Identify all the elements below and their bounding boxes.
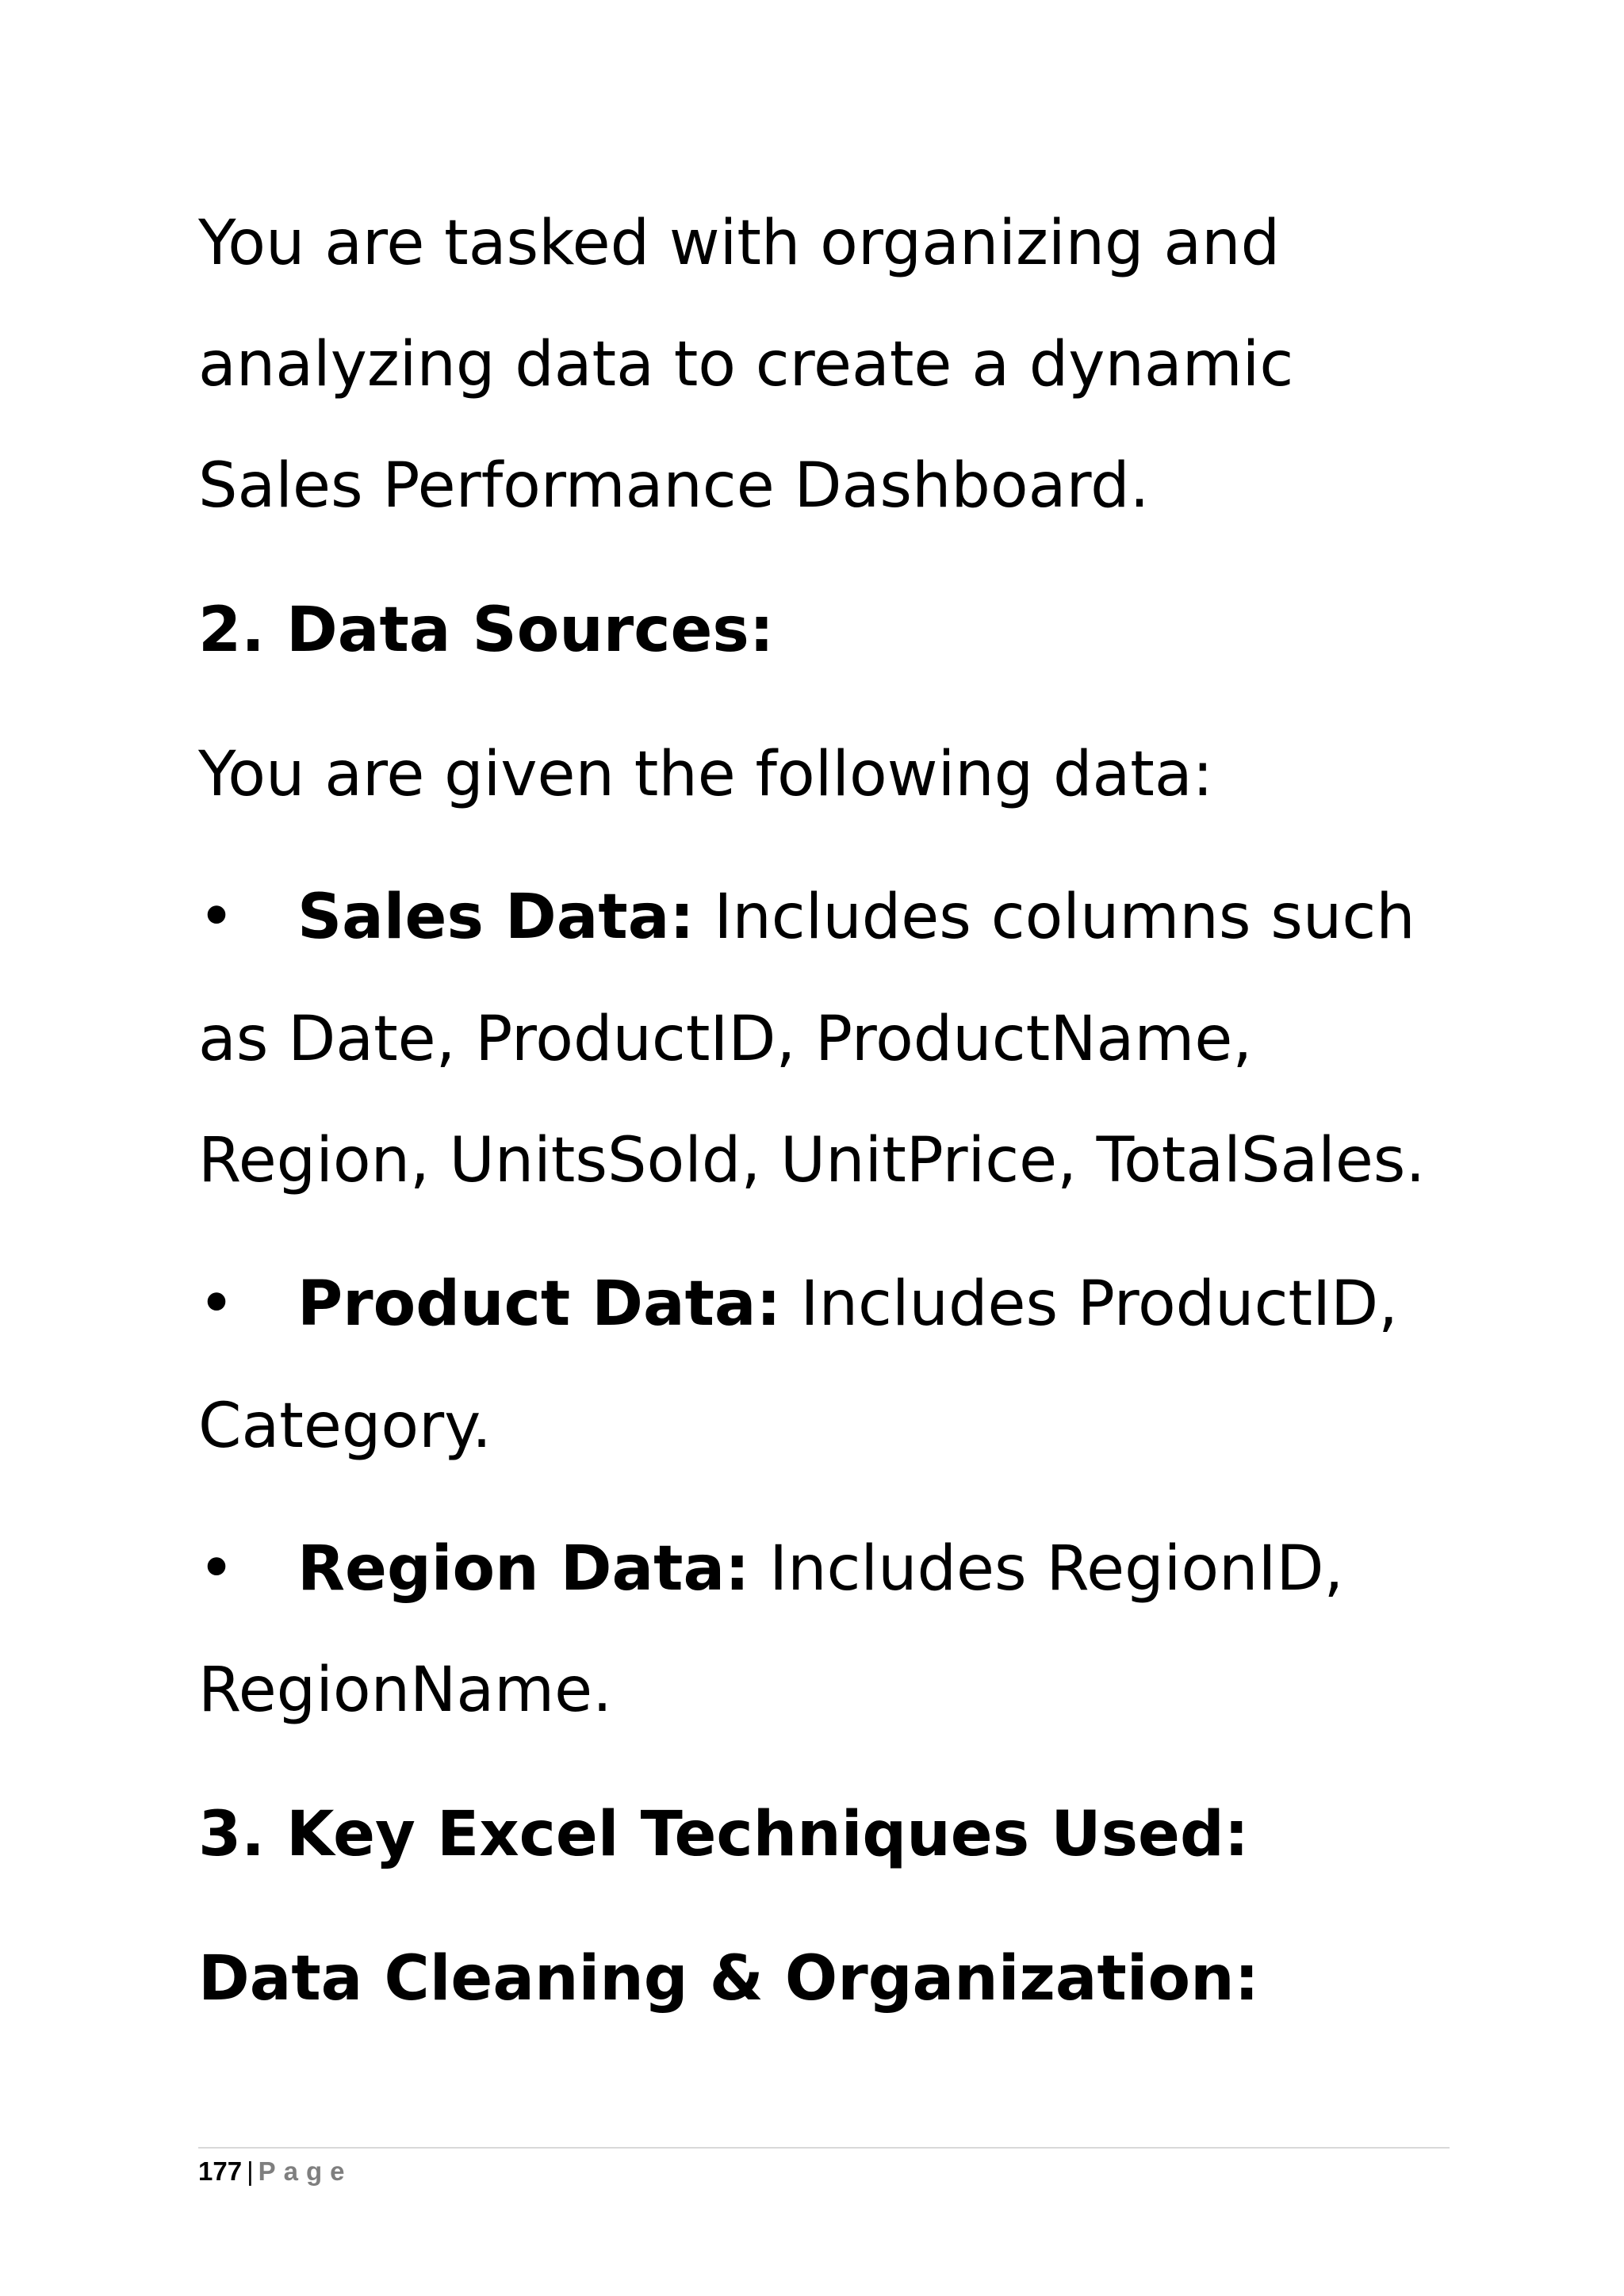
paragraph-line: You are tasked with organizing and — [198, 208, 1281, 279]
subsection-heading-data-cleaning: Data Cleaning & Organization: — [198, 1943, 1259, 2015]
footer-divider — [198, 2147, 1450, 2149]
footer-separator: | — [247, 2156, 254, 2186]
list-item-continuation: Category. — [198, 1391, 492, 1462]
section-heading-data-sources: 2. Data Sources: — [198, 595, 775, 666]
page-label: Page — [258, 2156, 353, 2186]
list-item-sales-data — [297, 882, 1415, 953]
bullet-icon: • — [198, 1533, 236, 1605]
list-item-text: Includes RegionID, — [749, 1533, 1344, 1605]
section-heading-techniques: 3. Key Excel Techniques Used: — [198, 1799, 1249, 1870]
page-footer — [198, 2158, 353, 2184]
list-item-label: Product Data: — [297, 1269, 781, 1340]
list-item-continuation: RegionName. — [198, 1655, 612, 1726]
list-item-label: Region Data: — [297, 1533, 750, 1605]
list-item-continuation: as Date, ProductID, ProductName, — [198, 1004, 1253, 1075]
list-item-region-data — [297, 1533, 1344, 1605]
paragraph-line: Sales Performance Dashboard. — [198, 450, 1150, 522]
page-number: 177 — [198, 2156, 243, 2186]
bullet-icon: • — [198, 1269, 236, 1340]
list-item-text: Includes ProductID, — [780, 1269, 1398, 1340]
paragraph-line: analyzing data to create a dynamic — [198, 329, 1294, 400]
list-item-label: Sales Data: — [297, 882, 695, 953]
intro-text: You are given the following data: — [198, 739, 1213, 810]
list-item-text: Includes columns such — [694, 882, 1415, 953]
list-item-continuation: Region, UnitsSold, UnitPrice, TotalSales. — [198, 1125, 1426, 1196]
list-item-product-data — [297, 1269, 1398, 1340]
bullet-icon: • — [198, 882, 236, 953]
